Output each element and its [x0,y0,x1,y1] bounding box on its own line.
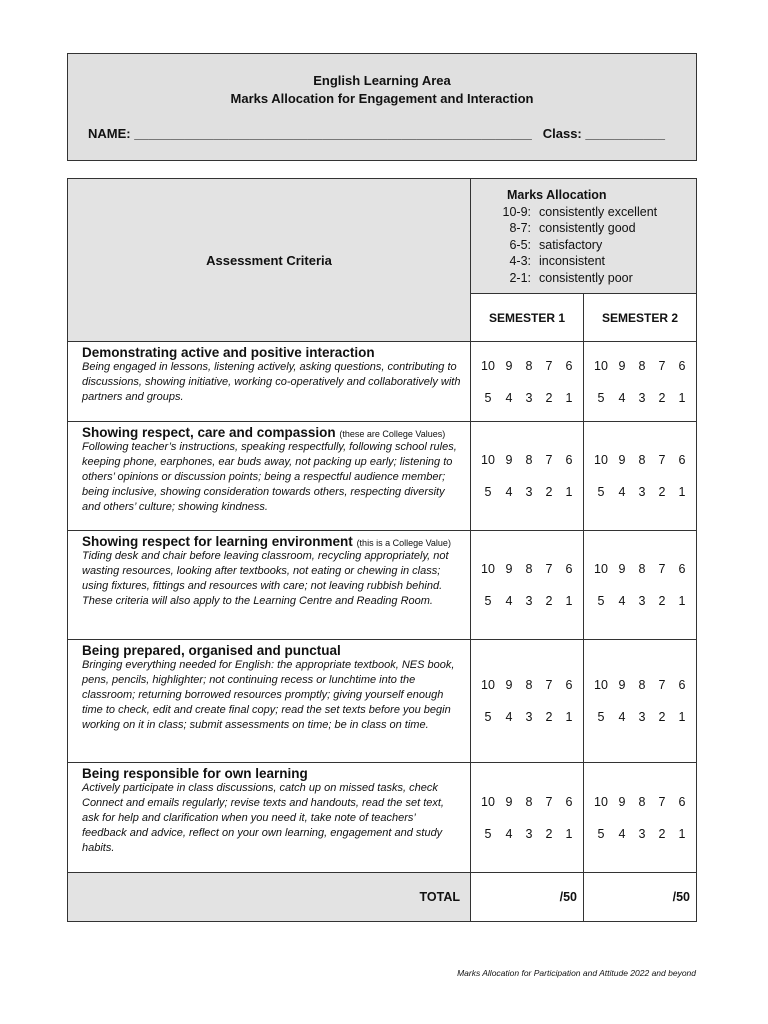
class-label: Class: [542,126,582,141]
score-option[interactable]: 2 [658,594,666,608]
score-option[interactable]: 6 [565,678,573,692]
score-option[interactable]: 4 [618,594,626,608]
score-option[interactable]: 5 [484,485,492,499]
score-option[interactable]: 1 [678,594,686,608]
criterion-description: Actively participate in class discussions, catch up on missed tasks, check Connect and emails regularly; revise texts and handouts, read the set text, ask for help and clarification when you need it, take note of teachers’ feedback and advice, reflect on your own learning, engagement and study habits. [82,782,444,854]
score-option[interactable]: 6 [678,678,686,692]
score-option[interactable]: 6 [565,794,573,809]
score-option[interactable]: 5 [484,826,492,841]
score-option[interactable]: 7 [658,453,666,467]
score-option[interactable]: 7 [658,562,666,576]
score-option[interactable]: 1 [565,826,573,841]
score-option[interactable]: 3 [638,594,646,608]
score-option[interactable]: 5 [597,826,605,841]
score-option[interactable]: 2 [658,710,666,724]
criteria-row [68,422,697,531]
criterion-description: Being engaged in lessons, listening actively, asking questions, contributing to discussions, showing initiative, working co-operatively and collaboratively with partners and groups. [82,361,461,403]
scale-item [499,253,696,270]
score-option[interactable]: 7 [545,358,553,373]
score-option[interactable]: 8 [525,678,533,692]
score-option[interactable]: 8 [525,453,533,467]
score-option[interactable]: 10 [481,358,495,373]
score-option[interactable]: 2 [658,390,666,405]
semester-1-header: SEMESTER 1 [471,294,584,342]
score-option[interactable]: 9 [505,678,513,692]
assessment-table [67,178,697,922]
score-option[interactable]: 8 [525,358,533,373]
score-option[interactable]: 8 [638,678,646,692]
score-option[interactable]: 10 [594,358,608,373]
score-option[interactable]: 7 [545,794,553,809]
scale-label: consistently poor [539,270,633,285]
score-option[interactable]: 1 [678,710,686,724]
score-option[interactable]: 3 [638,485,646,499]
total-semester-1[interactable]: /50 [471,873,584,922]
score-option[interactable]: 3 [525,710,533,724]
score-option[interactable]: 4 [618,390,626,405]
score-option[interactable]: 3 [525,390,533,405]
score-option[interactable]: 5 [597,390,605,405]
criteria-row [68,763,697,873]
score-cell-semester-1 [471,640,584,763]
score-option[interactable]: 9 [618,794,626,809]
score-option[interactable]: 2 [545,710,553,724]
score-option[interactable]: 6 [678,794,686,809]
criterion-title: Showing respect, care and compassion [82,425,336,440]
title-box [67,53,697,161]
score-option[interactable]: 8 [638,794,646,809]
score-cell-semester-2 [584,422,697,531]
criteria-row [68,640,697,763]
score-option[interactable]: 4 [618,485,626,499]
score-option[interactable]: 8 [638,453,646,467]
score-option[interactable]: 8 [525,794,533,809]
score-option[interactable]: 5 [484,390,492,405]
score-option[interactable]: 8 [638,562,646,576]
score-option[interactable]: 3 [525,594,533,608]
score-option[interactable]: 4 [618,710,626,724]
score-option[interactable]: 5 [597,594,605,608]
score-option[interactable]: 6 [565,562,573,576]
score-option[interactable]: 5 [597,485,605,499]
score-option[interactable]: 1 [678,826,686,841]
footer-note: Marks Allocation for Participation and Attitude 2022 and beyond [457,968,696,978]
score-option[interactable]: 3 [525,485,533,499]
score-cell-semester-2 [584,342,697,422]
criterion-title: Being responsible for own learning [82,766,308,781]
score-option[interactable]: 2 [658,485,666,499]
score-option[interactable]: 1 [678,485,686,499]
score-option[interactable]: 1 [565,594,573,608]
score-option[interactable]: 4 [505,485,513,499]
name-label: NAME: [88,126,131,141]
score-option[interactable]: 9 [618,562,626,576]
score-option[interactable]: 7 [545,453,553,467]
scale-label: inconsistent [539,254,606,268]
score-option[interactable]: 4 [505,594,513,608]
criterion-title: Being prepared, organised and punctual [82,643,341,658]
score-option[interactable]: 9 [618,453,626,467]
criterion-description: Bringing everything needed for English: the appropriate textbook, NES book, pens, pencils, highlighter; not continuing recess or lunchtime into the classroom; returning borrowed resources promptly; giving yourself enough time to check, edit and create final copy; read the set texts before you begin working on it in class; submit assessments on time; be in class on time. [82,659,455,731]
score-option[interactable]: 5 [484,594,492,608]
score-option[interactable]: 6 [678,453,686,467]
scale-range: 8-7: [509,221,531,235]
marks-allocation-legend [471,179,697,294]
score-option[interactable]: 8 [638,358,646,373]
score-option[interactable]: 7 [658,678,666,692]
score-option[interactable]: 10 [481,562,495,576]
marks-allocation-title: Marks Allocation [507,188,607,202]
criterion-note: (these are College Values) [339,429,446,439]
score-cell-semester-2 [584,640,697,763]
scale-label: satisfactory [539,237,603,252]
class-field[interactable]: ___________ [585,126,665,141]
total-semester-2[interactable]: /50 [584,873,697,922]
score-option[interactable]: 1 [678,390,686,405]
criterion-title: Demonstrating active and positive interaction [82,345,375,360]
criteria-row [68,342,697,422]
total-label: TOTAL [68,873,471,922]
score-option[interactable]: 2 [658,826,666,841]
criterion-cell [68,342,471,422]
score-cell-semester-2 [584,531,697,640]
score-option[interactable]: 5 [597,710,605,724]
score-option[interactable]: 3 [638,390,646,405]
score-option[interactable]: 4 [505,710,513,724]
score-option[interactable]: 10 [594,453,608,467]
score-option[interactable]: 10 [594,562,608,576]
criterion-cell [68,531,471,640]
score-option[interactable]: 9 [618,358,626,373]
score-option[interactable]: 9 [505,562,513,576]
score-option[interactable]: 6 [565,358,573,373]
name-field[interactable]: _______________________________________________________ [134,126,532,141]
criteria-row [68,531,697,640]
score-option[interactable]: 4 [505,390,513,405]
scale-label: consistently excellent [539,204,658,219]
scale-range: 4-3: [509,254,531,268]
score-option[interactable]: 3 [525,826,533,841]
scale-label: consistently good [539,221,636,235]
criterion-cell [68,422,471,531]
score-option[interactable]: 7 [658,358,666,373]
score-option[interactable]: 2 [545,826,553,841]
score-cell-semester-1 [471,342,584,422]
score-option[interactable]: 10 [481,678,495,692]
score-option[interactable]: 9 [505,794,513,809]
score-option[interactable]: 6 [565,453,573,467]
score-option[interactable]: 4 [505,826,513,841]
criterion-description: Following teacher’s instructions, speaking respectfully, following school rules, keeping phone, earphones, ear buds away, not packing up early; listening to others’ opinions or discussion points; being a respectful audience member; being inclusive, showing consideration towards others, respecting diversity and others’ culture; showing kindness. [82,441,457,513]
score-cell-semester-1 [471,531,584,640]
scale-range: 10-9: [502,204,531,219]
criterion-cell [68,640,471,763]
score-option[interactable]: 10 [481,794,495,809]
score-option[interactable]: 1 [565,710,573,724]
scale-item [499,237,696,254]
score-option[interactable]: 5 [484,710,492,724]
criteria-header: Assessment Criteria [68,179,471,342]
score-option[interactable]: 3 [638,710,646,724]
name-class-line [88,126,665,141]
scale-range: 6-5: [509,237,531,252]
score-option[interactable]: 10 [594,678,608,692]
score-option[interactable]: 6 [678,562,686,576]
subject-title: English Learning Area [313,73,451,88]
score-cell-semester-2 [584,763,697,873]
score-option[interactable]: 4 [618,826,626,841]
score-option[interactable]: 6 [678,358,686,373]
criterion-cell [68,763,471,873]
score-option[interactable]: 3 [638,826,646,841]
semester-2-header: SEMESTER 2 [584,294,697,342]
score-option[interactable]: 9 [618,678,626,692]
score-option[interactable]: 8 [525,562,533,576]
score-option[interactable]: 7 [545,562,553,576]
scale-item [499,270,696,287]
score-option[interactable]: 1 [565,485,573,499]
scale-item [499,220,696,237]
score-option[interactable]: 7 [545,678,553,692]
score-cell-semester-1 [471,422,584,531]
criterion-description: Tiding desk and chair before leaving classroom, recycling appropriately, not wasting resources, looking after textbooks, not eating or chewing in class; using fixtures, fittings and resources with care; not leaving rubbish behind. These criteria will also apply to the Learning Centre and Reading Room. [82,550,449,607]
scale-item [499,204,696,221]
score-option[interactable]: 10 [481,453,495,467]
scale-range: 2-1: [509,270,531,285]
criterion-title: Showing respect for learning environment [82,534,353,549]
score-option[interactable]: 9 [505,453,513,467]
score-option[interactable]: 2 [545,390,553,405]
score-option[interactable]: 2 [545,485,553,499]
score-cell-semester-1 [471,763,584,873]
criterion-note: (this is a College Value) [356,538,451,548]
document-title: Marks Allocation for Engagement and Interaction [230,91,534,106]
score-option[interactable]: 10 [594,794,608,809]
score-option[interactable]: 2 [545,594,553,608]
score-option[interactable]: 7 [658,794,666,809]
score-option[interactable]: 1 [565,390,573,405]
score-option[interactable]: 9 [505,358,513,373]
